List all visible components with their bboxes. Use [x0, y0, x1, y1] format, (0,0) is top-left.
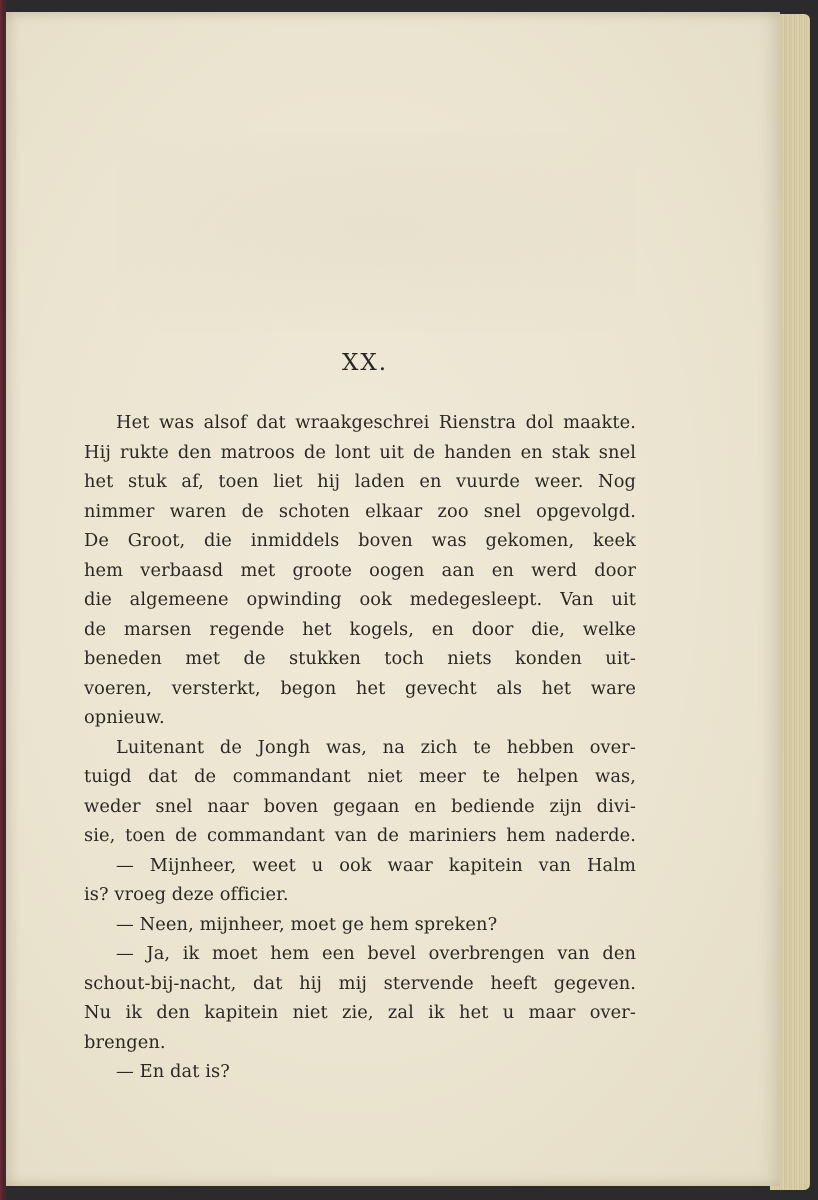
text-line: hem verbaasd met groote oogen aan en werd door	[84, 559, 636, 581]
text-line: sie, toen de commandant van de mariniers hem naderde.	[84, 825, 636, 846]
text-line: tuigd dat de commandant niet meer te helpen was,	[84, 766, 636, 787]
text-line: nimmer waren de schoten elkaar zoo snel opgevolgd.	[84, 500, 636, 522]
text-line: Het was alsof dat wraakgeschrei Rienstra dol maakte.	[116, 412, 636, 433]
text-line: — Mijnheer, weet u ook waar kapitein van Halm	[116, 854, 636, 876]
text-line: is? vroeg deze officier.	[84, 884, 289, 905]
text-line: schout-bij-nacht, dat hij mij stervende heeft gegeven.	[84, 972, 636, 994]
text-line: beneden met de stukken toch niets konden uit-	[84, 648, 636, 669]
text-line: het stuk af, toen liet hij laden en vuurde weer. Nog	[84, 471, 636, 492]
text-line: Hij rukte den matroos de lont uit de handen en stak snel	[84, 441, 636, 463]
text-line: die algemeene opwinding ook medegesleept. Van uit	[84, 589, 636, 610]
text-line: De Groot, die inmiddels boven was gekomen, keek	[84, 530, 636, 551]
text-line: brengen.	[84, 1031, 166, 1053]
text-line: Luitenant de Jongh was, na zich te hebben over-	[116, 736, 636, 758]
text-line: — Ja, ik moet hem een bevel overbrengen van den	[116, 943, 636, 964]
text-line: — En dat is?	[116, 1061, 230, 1082]
text-line: Nu ik den kapitein niet zie, zal ik het u maar over-	[84, 1002, 636, 1023]
chapter-heading: XX.	[341, 350, 389, 376]
text-line: voeren, versterkt, begon het gevecht als het ware	[84, 677, 636, 699]
text-line: de marsen regende het kogels, en door die, welke	[84, 618, 636, 640]
text-line: opnieuw.	[84, 707, 165, 728]
text-line: — Neen, mijnheer, moet ge hem spreken?	[116, 913, 498, 935]
body-text	[84, 408, 636, 1087]
book-page	[6, 12, 780, 1186]
text-line: weder snel naar boven gegaan en bediende zijn divi-	[84, 795, 636, 817]
show-through-area	[116, 132, 636, 332]
